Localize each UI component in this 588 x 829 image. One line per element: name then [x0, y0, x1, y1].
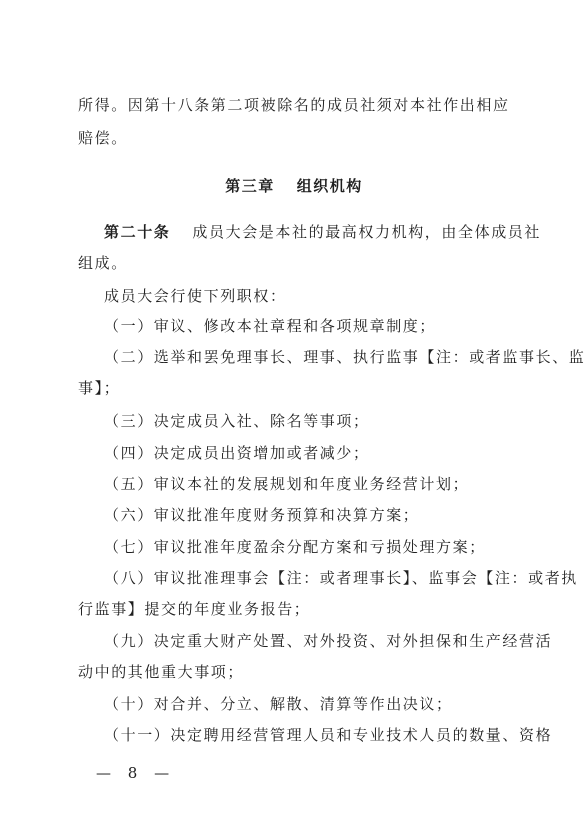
list-item: （四）决定成员出资增加或者减少；: [104, 444, 370, 462]
chapter-number: 第三章: [225, 177, 275, 195]
list-item-continuation: 动中的其他重大事项；: [78, 663, 245, 681]
list-item: （三）决定成员入社、除名等事项；: [104, 412, 370, 430]
article-text: 组成。: [78, 254, 128, 272]
list-item: （七）审议批准年度盈余分配方案和亏损处理方案；: [104, 538, 486, 556]
page-number: — 8 —: [96, 764, 176, 782]
continuation-line: 赔偿。: [78, 129, 128, 147]
article-heading-line: [104, 222, 542, 242]
list-item: （八）审议批准理事会【注：或者理事长】、监事会【注：或者执: [104, 569, 578, 587]
list-item-continuation: 行监事】提交的年度业务报告；: [78, 600, 311, 618]
chapter-title: 组织机构: [296, 177, 363, 195]
list-item: （五）审议本社的发展规划和年度业务经营计划；: [104, 475, 470, 493]
list-item: （二）选举和罢免理事长、理事、执行监事【注：或者监事长、监: [104, 348, 586, 366]
chapter-heading: [0, 176, 588, 196]
list-item-continuation: 事】；: [78, 379, 121, 397]
list-item: （十）对合并、分立、解散、清算等作出决议；: [104, 695, 453, 713]
list-item: （九）决定重大财产处置、对外投资、对外担保和生产经营活: [104, 632, 553, 650]
list-item: （十一）决定聘用经营管理人员和专业技术人员的数量、资格: [104, 726, 553, 744]
list-item: （一）审议、修改本社章程和各项规章制度；: [104, 317, 437, 335]
body-line: 成员大会行使下列职权：: [104, 287, 287, 305]
list-item: （六）审议批准年度财务预算和决算方案；: [104, 506, 420, 524]
article-title: 第二十条: [104, 223, 171, 241]
continuation-line: 所得。因第十八条第二项被除名的成员社须对本社作出相应: [78, 96, 510, 114]
article-text: 成员大会是本社的最高权力机构，由全体成员社: [192, 223, 542, 241]
